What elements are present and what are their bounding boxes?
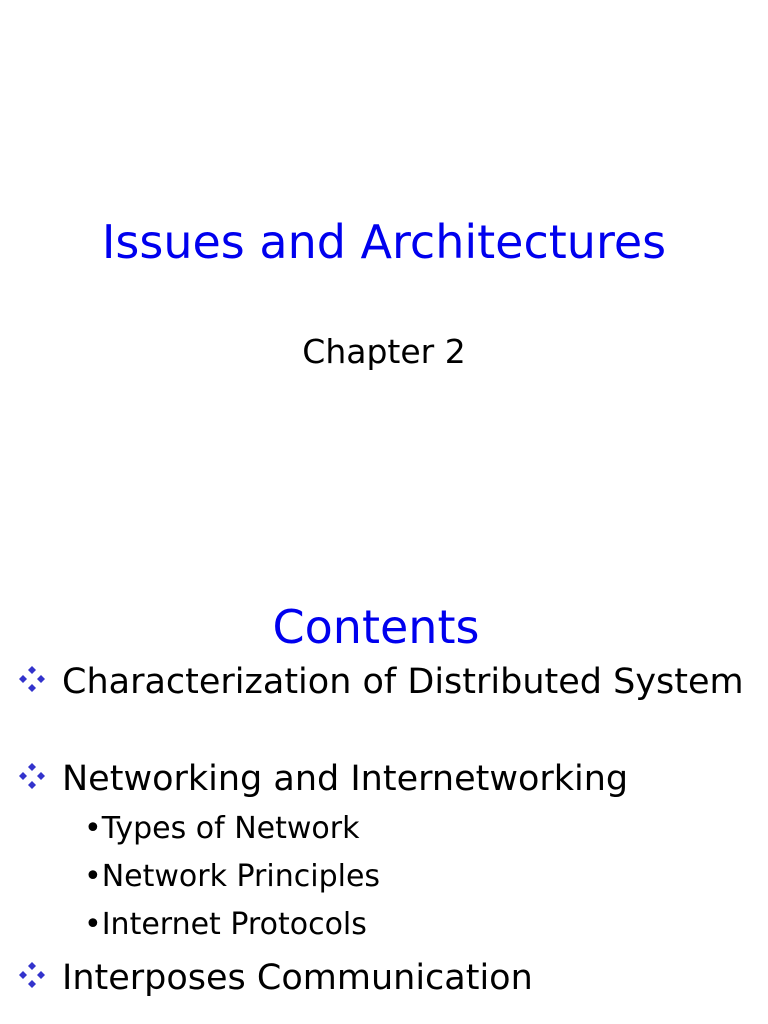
list-item <box>18 660 748 704</box>
sub-list-item <box>84 907 367 943</box>
list-item-label: Networking and Internetworking <box>62 759 629 799</box>
list-item-label: Characterization of Distributed System <box>62 662 744 702</box>
diamond-bullet-icon <box>18 665 46 693</box>
contents-heading: Contents <box>272 600 480 654</box>
sub-list-item-label: Types of Network <box>101 811 360 846</box>
list-item-label: Interposes Communication <box>62 958 533 998</box>
bullet-dot: • <box>84 907 102 942</box>
list-item <box>18 757 748 801</box>
diamond-bullet-icon <box>18 961 46 989</box>
bullet-dot: • <box>84 811 102 846</box>
slide-title: Issues and Architectures <box>101 215 667 269</box>
sub-list-item <box>84 859 380 895</box>
list-item <box>18 956 748 1000</box>
diamond-bullet-icon <box>18 762 46 790</box>
sub-list-item <box>84 811 360 847</box>
slide-subtitle: Chapter 2 <box>302 332 466 371</box>
sub-list-item-label: Network Principles <box>101 859 381 894</box>
bullet-dot: • <box>84 859 102 894</box>
sub-list-item-label: Internet Protocols <box>101 907 367 942</box>
